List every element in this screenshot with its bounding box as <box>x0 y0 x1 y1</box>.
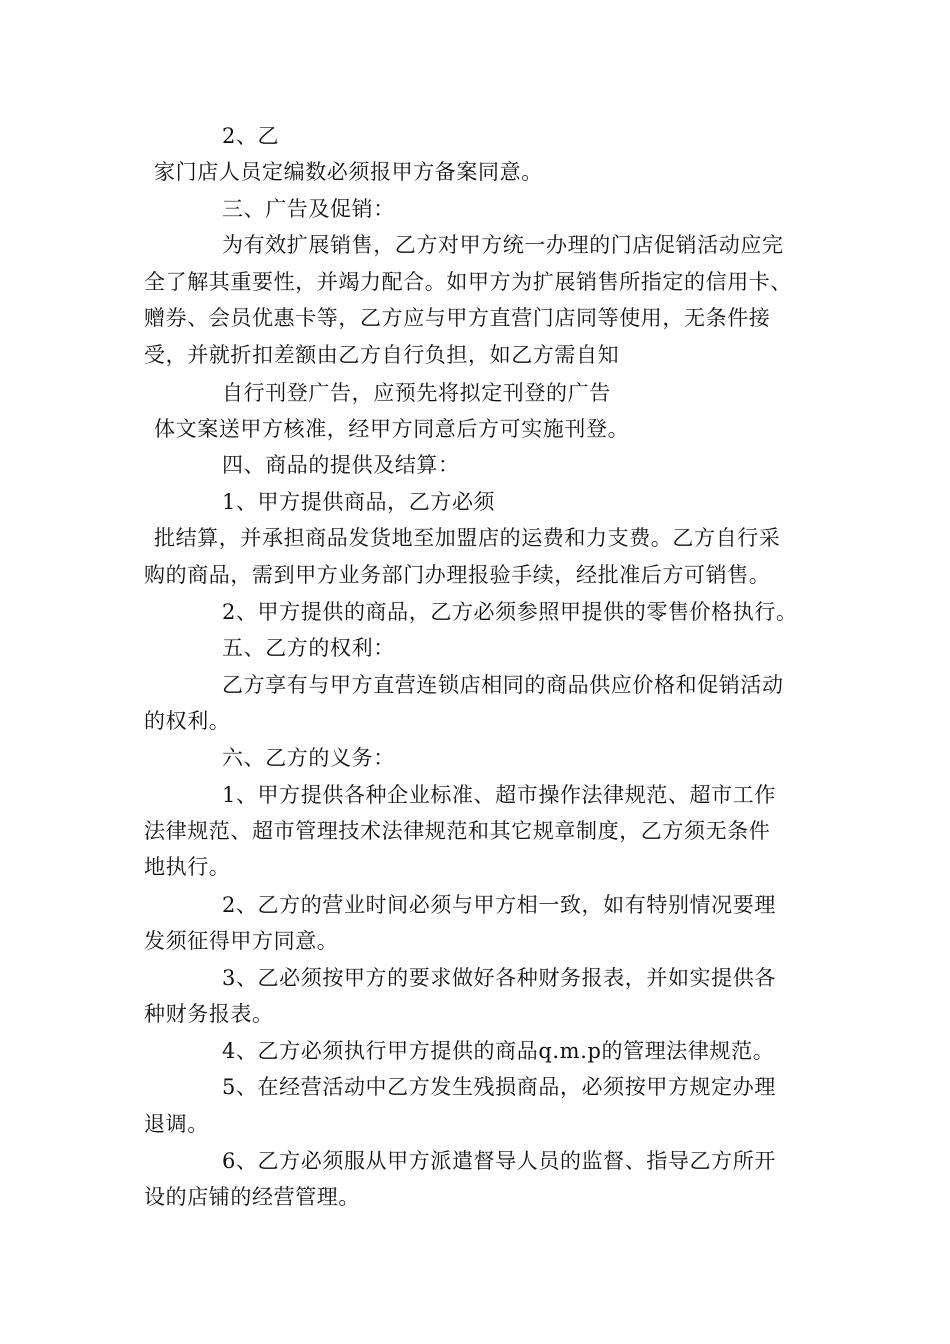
text-line: 2、乙方的营业时间必须与甲方相一致，如有特别情况要理 <box>222 893 776 917</box>
text-line: 购的商品，需到甲方业务部门办理报验手续，经批准后方可销售。 <box>144 563 771 587</box>
text-line: 2、乙 <box>222 124 280 148</box>
text-line: 发须征得甲方同意。 <box>144 929 339 953</box>
text-line: 体文案送甲方核准，经甲方同意后方可实施刊登。 <box>154 417 630 441</box>
text-line: 受，并就折扣差额由乙方自行负担，如乙方需自知 <box>144 343 620 367</box>
text-line: 1、甲方提供各种企业标准、超市操作法律规范、超市工作 <box>222 783 776 807</box>
text-line: 批结算，并承担商品发货地至加盟店的运费和力支费。乙方自行采 <box>154 526 781 550</box>
section-heading: 六、乙方的义务： <box>222 746 395 770</box>
text-line: 全了解其重要性，并竭力配合。如甲方为扩展销售所指定的信用卡、 <box>144 270 792 294</box>
text-line: 5、在经营活动中乙方发生残损商品，必须按甲方规定办理 <box>222 1075 776 1099</box>
text-line: 地执行。 <box>144 855 231 879</box>
text-line: 4、乙方必须执行甲方提供的商品q.m.p的管理法律规范。 <box>222 1039 775 1063</box>
text-line: 设的店铺的经营管理。 <box>144 1185 360 1209</box>
text-line: 3、乙必须按甲方的要求做好各种财务报表，并如实提供各 <box>222 966 776 990</box>
text-line: 的权利。 <box>144 709 231 733</box>
text-line: 退调。 <box>144 1112 209 1136</box>
section-heading: 五、乙方的权利： <box>222 636 395 660</box>
text-line: 乙方享有与甲方直营连锁店相同的商品供应价格和促销活动 <box>222 673 784 697</box>
section-heading: 四、商品的提供及结算： <box>222 453 460 477</box>
section-heading: 三、广告及促销： <box>222 197 395 221</box>
text-line: 自行刊登广告，应预先将拟定刊登的广告 <box>222 381 611 405</box>
text-line: 1、甲方提供商品，乙方必须 <box>222 490 496 514</box>
text-line: 家门店人员定编数必须报甲方备案同意。 <box>154 160 543 184</box>
text-line: 为有效扩展销售，乙方对甲方统一办理的门店促销活动应完 <box>222 233 784 257</box>
text-line: 6、乙方必须服从甲方派遣督导人员的监督、指导乙方所开 <box>222 1149 776 1173</box>
text-line: 种财务报表。 <box>144 1002 274 1026</box>
text-line: 赠券、会员优惠卡等，乙方应与甲方直营门店同等使用，无条件接 <box>144 306 771 330</box>
text-line: 2、甲方提供的商品，乙方必须参照甲提供的零售价格执行。 <box>222 600 798 624</box>
text-line: 法律规范、超市管理技术法律规范和其它规章制度，乙方须无条件 <box>144 819 771 843</box>
